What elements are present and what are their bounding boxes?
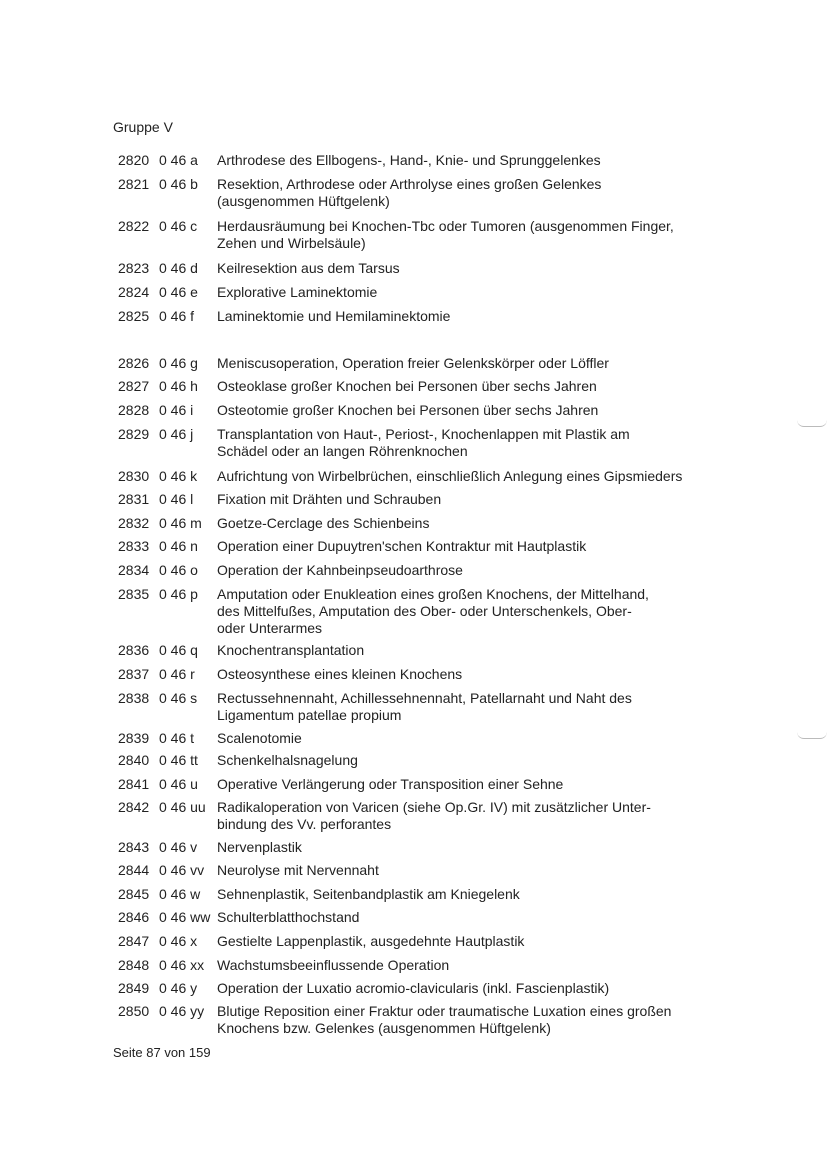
description-line: Amputation oder Enukleation eines großen Knochens, der Mittelhand, [217, 586, 649, 602]
description-line: Resektion, Arthrodese oder Arthrolyse eines großen Gelenkes [217, 176, 602, 192]
entry-code: 0 46 e [159, 284, 198, 300]
entry-description [217, 909, 712, 926]
entry-code: 0 46 xx [159, 957, 205, 973]
description-line: Osteoklase großer Knochen bei Personen über sechs Jahren [217, 378, 597, 394]
entry-number: 2843 [118, 839, 150, 855]
entry-description [217, 218, 712, 252]
description-line: Arthrodese des Ellbogens-, Hand-, Knie- und Sprunggelenkes [217, 152, 601, 168]
description-line: Schulterblatthochstand [217, 909, 360, 925]
entry-number: 2847 [118, 933, 150, 949]
entry-number: 2836 [118, 642, 150, 658]
entry-number: 2820 [118, 152, 150, 168]
entry-description [217, 642, 712, 659]
description-line: Radikaloperation von Varicen (siehe Op.Gr. IV) mit zusätzlicher Unter- [217, 799, 651, 815]
entry-number: 2840 [118, 752, 150, 768]
description-line: (ausgenommen Hüftgelenk) [217, 193, 390, 209]
entry-number: 2845 [118, 886, 150, 902]
entry-description [217, 980, 712, 997]
entry-code: 0 46 t [159, 730, 195, 746]
entry-code: 0 46 p [159, 586, 198, 602]
entry-description [217, 260, 712, 277]
entry-code: 0 46 w [159, 886, 201, 902]
scan-edge-mark [797, 420, 827, 427]
entry-number: 2834 [118, 562, 150, 578]
entry-code: 0 46 vv [159, 862, 205, 878]
description-line: Schädel oder an langen Röhrenknochen [217, 443, 468, 459]
entry-code: 0 46 ww [159, 909, 211, 925]
entry-description [217, 933, 712, 950]
entry-code: 0 46 h [159, 378, 198, 394]
entry-code: 0 46 o [159, 562, 198, 578]
entry-code: 0 46 q [159, 642, 198, 658]
entry-code: 0 46 f [159, 308, 195, 324]
entry-description [217, 515, 712, 532]
description-line: bindung des Vv. perforantes [217, 816, 392, 832]
entry-number: 2848 [118, 957, 150, 973]
description-line: Knochentransplantation [217, 642, 365, 658]
description-line: Keilresektion aus dem Tarsus [217, 260, 400, 276]
entry-code: 0 46 c [159, 218, 198, 234]
description-line: Osteosynthese eines kleinen Knochens [217, 666, 463, 682]
entry-number: 2822 [118, 218, 150, 234]
description-line: Rectussehnennaht, Achillessehnennaht, Patellarnaht und Naht des [217, 690, 632, 706]
entry-description [217, 776, 712, 793]
entry-description [217, 586, 712, 637]
entry-code: 0 46 m [159, 515, 202, 531]
entry-number: 2849 [118, 980, 150, 996]
entry-description [217, 176, 712, 210]
entry-number: 2830 [118, 468, 150, 484]
entry-number: 2837 [118, 666, 150, 682]
description-line: Blutige Reposition einer Fraktur oder traumatische Luxation eines großen [217, 1003, 672, 1019]
entry-number: 2824 [118, 284, 150, 300]
entry-description [217, 468, 712, 485]
entry-number: 2846 [118, 909, 150, 925]
group-title: Gruppe V [113, 119, 173, 135]
entry-description [217, 839, 712, 856]
entry-description [217, 957, 712, 974]
description-line: Operation der Luxatio acromio-clavicularis (inkl. Fascienplastik) [217, 980, 610, 996]
description-line: Goetze-Cerclage des Schienbeins [217, 515, 430, 531]
entry-number: 2833 [118, 538, 150, 554]
entry-code: 0 46 j [159, 426, 194, 442]
entry-description [217, 690, 712, 724]
entry-description [217, 538, 712, 555]
entry-description [217, 730, 712, 747]
entry-number: 2844 [118, 862, 150, 878]
entry-number: 2829 [118, 426, 150, 442]
entry-description [217, 355, 712, 372]
entry-code: 0 46 g [159, 355, 198, 371]
description-line: Sehnenplastik, Seitenbandplastik am Kniegelenk [217, 886, 520, 902]
description-line: Neurolyse mit Nervennaht [217, 862, 379, 878]
entry-number: 2821 [118, 176, 150, 192]
entry-description [217, 426, 712, 460]
description-line: Knochens bzw. Gelenkes (ausgenommen Hüftgelenk) [217, 1020, 551, 1036]
entry-number: 2838 [118, 690, 150, 706]
entry-description [217, 491, 712, 508]
entry-code: 0 46 u [159, 776, 198, 792]
entry-description [217, 886, 712, 903]
entry-code: 0 46 r [159, 666, 195, 682]
description-line: Meniscusoperation, Operation freier Gelenkskörper oder Löffler [217, 355, 609, 371]
entry-code: 0 46 d [159, 260, 198, 276]
description-line: Transplantation von Haut-, Periost-, Knochenlappen mit Plastik am [217, 426, 630, 442]
entry-description [217, 308, 712, 325]
entry-description [217, 666, 712, 683]
entry-description [217, 402, 712, 419]
entry-code: 0 46 n [159, 538, 198, 554]
description-line: Wachstumsbeeinflussende Operation [217, 957, 450, 973]
entry-number: 2850 [118, 1003, 150, 1019]
entry-description [217, 152, 712, 169]
description-line: Scalenotomie [217, 730, 302, 746]
entry-code: 0 46 y [159, 980, 198, 996]
entry-code: 0 46 l [159, 491, 194, 507]
entry-code: 0 46 x [159, 933, 198, 949]
entry-code: 0 46 i [159, 402, 194, 418]
entry-description [217, 378, 712, 395]
description-line: Operation einer Dupuytren'schen Kontraktur mit Hautplastik [217, 538, 587, 554]
entry-code: 0 46 s [159, 690, 198, 706]
entry-description [217, 752, 712, 769]
description-line: Herdausräumung bei Knochen-Tbc oder Tumoren (ausgenommen Finger, [217, 218, 674, 234]
description-line: Nervenplastik [217, 839, 302, 855]
entry-number: 2835 [118, 586, 150, 602]
entry-number: 2826 [118, 355, 150, 371]
entry-number: 2831 [118, 491, 150, 507]
entry-number: 2842 [118, 799, 150, 815]
entry-description [217, 1003, 712, 1037]
description-line: Explorative Laminektomie [217, 284, 378, 300]
description-line: Osteotomie großer Knochen bei Personen über sechs Jahren [217, 402, 599, 418]
description-line: Operation der Kahnbeinpseudoarthrose [217, 562, 463, 578]
entry-number: 2828 [118, 402, 150, 418]
entry-number: 2839 [118, 730, 150, 746]
description-line: Laminektomie und Hemilaminektomie [217, 308, 451, 324]
entry-description [217, 799, 712, 833]
entry-code: 0 46 uu [159, 799, 206, 815]
entry-code: 0 46 yy [159, 1003, 205, 1019]
description-line: Zehen und Wirbelsäule) [217, 235, 366, 251]
entry-code: 0 46 b [159, 176, 198, 192]
description-line: Schenkelhalsnagelung [217, 752, 358, 768]
description-line: des Mittelfußes, Amputation des Ober- oder Unterschenkels, Ober- [217, 603, 632, 619]
entry-code: 0 46 v [159, 839, 198, 855]
page-footer: Seite 87 von 159 [113, 1045, 211, 1060]
description-line: Ligamentum patellae propium [217, 707, 402, 723]
entry-number: 2827 [118, 378, 150, 394]
scan-edge-mark [797, 732, 827, 739]
entry-description [217, 562, 712, 579]
entry-number: 2832 [118, 515, 150, 531]
description-line: Fixation mit Drähten und Schrauben [217, 491, 442, 507]
entry-description [217, 284, 712, 301]
entry-description [217, 862, 712, 879]
description-line: Operative Verlängerung oder Transposition einer Sehne [217, 776, 564, 792]
description-line: Aufrichtung von Wirbelbrüchen, einschließlich Anlegung eines Gipsmieders [217, 468, 683, 484]
entry-code: 0 46 tt [159, 752, 198, 768]
description-line: Gestielte Lappenplastik, ausgedehnte Hautplastik [217, 933, 525, 949]
description-line: oder Unterarmes [217, 620, 323, 636]
entry-number: 2841 [118, 776, 150, 792]
entry-code: 0 46 a [159, 152, 198, 168]
entry-code: 0 46 k [159, 468, 198, 484]
entry-number: 2823 [118, 260, 150, 276]
entry-number: 2825 [118, 308, 150, 324]
